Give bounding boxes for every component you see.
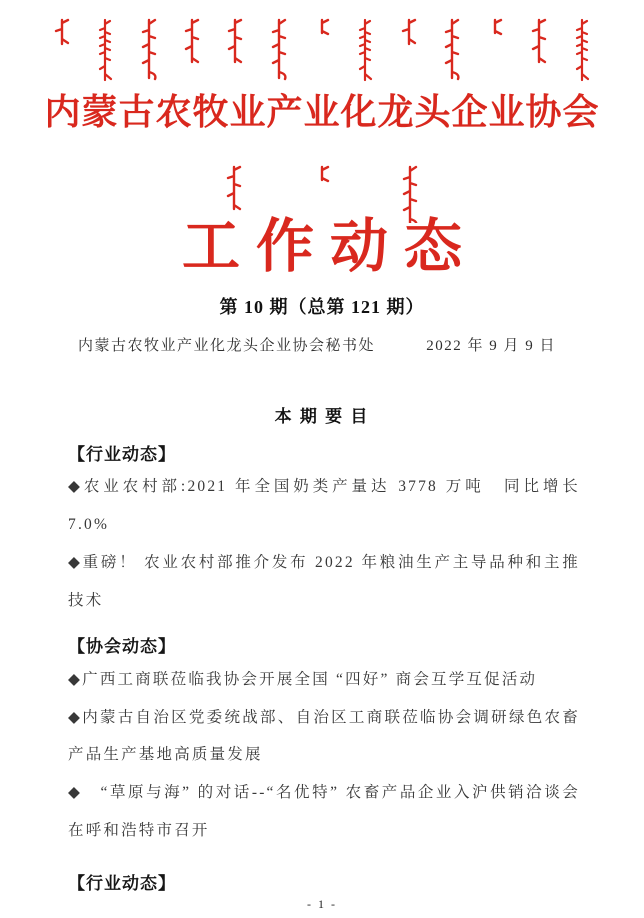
mongolian-glyph-icon xyxy=(357,18,373,84)
mongolian-glyph-icon xyxy=(487,18,503,36)
mongolian-glyph-icon xyxy=(531,18,547,64)
toc-section-association: 【协会动态】 xyxy=(68,637,176,657)
mongolian-script-middle-row xyxy=(226,165,418,215)
toc-item: ◆内蒙古自治区党委统战部、自治区工商联莅临协会调研绿色农畜产品生产基地高质量发展 xyxy=(68,708,580,764)
mongolian-glyph-icon xyxy=(271,18,287,82)
mongolian-glyph-icon xyxy=(314,18,330,36)
publisher-line xyxy=(78,334,556,355)
org-title: 内蒙古农牧业产业化龙头企业协会 xyxy=(44,92,600,132)
toc-section-industry: 【行业动态】 xyxy=(68,444,176,464)
mongolian-glyph-icon xyxy=(184,18,200,64)
mongolian-glyph-icon xyxy=(314,165,330,183)
mongolian-script-top-row xyxy=(54,18,590,84)
mongolian-glyph-icon xyxy=(444,18,460,82)
toc-item: ◆广西工商联莅临我协会开展全国 “四好” 商会互学互促活动 xyxy=(68,670,538,688)
mongolian-glyph-icon xyxy=(97,18,113,82)
toc-item: ◆ “草原与海” 的对话--“名优特” 农畜产品企业入沪供销洽谈会在呼和浩特市召开 xyxy=(68,784,580,839)
mongolian-glyph-icon xyxy=(574,18,590,84)
mongolian-glyph-icon xyxy=(401,18,417,48)
mongolian-glyph-icon xyxy=(54,18,70,48)
mongolian-glyph-icon xyxy=(141,18,157,82)
body-section-industry: 【行业动态】 xyxy=(68,873,176,893)
publisher-name: 内蒙古农牧业产业化龙头企业协会秘书处 xyxy=(78,337,376,354)
mongolian-glyph-icon xyxy=(226,165,242,211)
issue-number: 第 10 期（总第 121 期） xyxy=(219,296,425,317)
toc-item: ◆重磅！ 农业农村部推介发布 2022 年粮油生产主导品种和主推技术 xyxy=(68,553,580,609)
mongolian-glyph-icon xyxy=(227,18,243,64)
toc-heading: 本 期 要 目 xyxy=(274,406,370,426)
page-number: - 1 - xyxy=(307,897,337,912)
bulletin-title: 工作动态 xyxy=(181,214,478,279)
publish-date: 2022 年 9 月 9 日 xyxy=(426,337,556,354)
toc-item: ◆农业农村部:2021 年全国奶类产量达 3778 万吨 同比增长 7.0% xyxy=(68,478,580,533)
